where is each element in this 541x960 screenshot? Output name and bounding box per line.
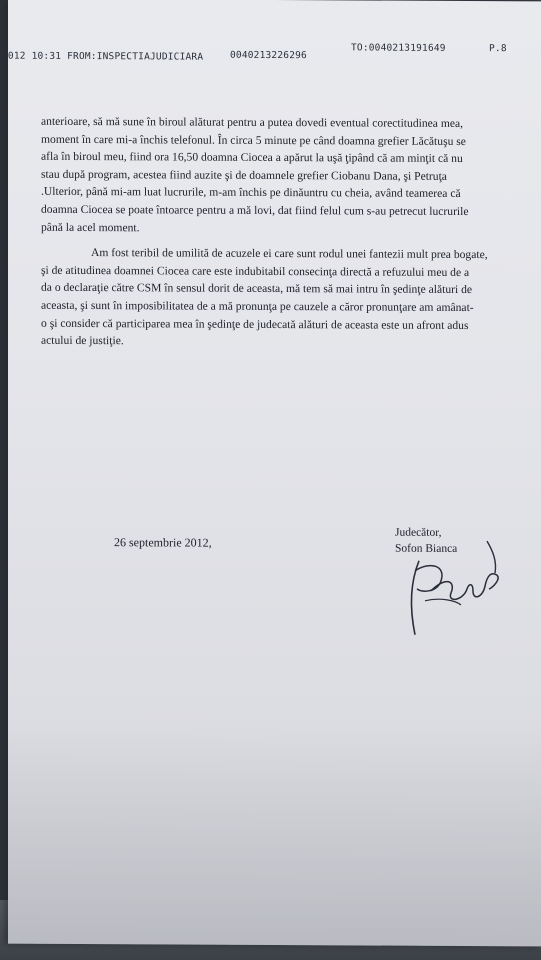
letter-body bbox=[41, 113, 519, 352]
text-line: afla în biroul meu, fiind ora 16,50 doamna Ciocea a apărut la uşă ţipând că am minţit că nu bbox=[41, 149, 463, 166]
text-line: moment în care mi-a închis telefonul. În circa 5 minute pe când doamna grefier Lăcătuşu se bbox=[41, 132, 466, 148]
document-date: 26 septembrie 2012, bbox=[114, 535, 212, 550]
fax-header bbox=[2, 39, 528, 63]
text-line: doamna Ciocea se poate întoarce pentru a mă lovi, dat fiind felul cum s-au petrecut lucrurile bbox=[41, 202, 469, 218]
text-line: aceasta, şi sunt în imposibilitatea de a mă pronunţa pe cauzele a căror pronunţare am amânat- bbox=[41, 298, 474, 314]
paragraph-1 bbox=[41, 113, 519, 239]
text-line: o şi consider că participarea mea în şedinţe de judecată alături de aceasta este un afront adus bbox=[41, 316, 469, 332]
text-line: da o declaraţie către CSM în sensul dorit de aceasta, mă tem să mai intru în şedinţe alături de bbox=[41, 281, 473, 297]
text-line: actului de justiţie. bbox=[41, 333, 124, 348]
paragraph-2 bbox=[41, 244, 519, 352]
text-line: anterioare, să mă sune în biroul alăturat pentru a putea dovedi eventual corectitudinea mea, bbox=[41, 114, 464, 130]
text-line: până la acel moment. bbox=[41, 220, 140, 234]
document-page bbox=[2, 0, 541, 946]
fax-page-number: P.8 bbox=[489, 43, 507, 55]
fax-time-from: 2012 10:31 FROM:INSPECTIAJUDICIARA bbox=[2, 50, 204, 63]
handwritten-signature bbox=[401, 531, 511, 642]
fax-to-number: TO:0040213191649 bbox=[351, 42, 446, 54]
text-line: stau după program, acestea fiind auzite şi de doamnele grefier Ciobanu Dana, şi Petruţa bbox=[41, 167, 447, 183]
signer-name: Sofon Bianca bbox=[395, 542, 458, 555]
fax-from-number: 0040213226296 bbox=[230, 49, 307, 62]
text-line: şi de atitudinea doamnei Ciocea care este indubitabil consecinţa directă a refuzului meu de a bbox=[41, 263, 470, 279]
text-line: .Ulterior, până mi-am luat lucrurile, m-am închis pe dinăuntru cu cheia, având teamerea că bbox=[41, 185, 461, 201]
text-line: Am fost teribil de umilită de acuzele ei care sunt rodul unei fantezii mult prea bogate, bbox=[91, 246, 488, 262]
signer-title: Judecător, bbox=[395, 526, 442, 539]
